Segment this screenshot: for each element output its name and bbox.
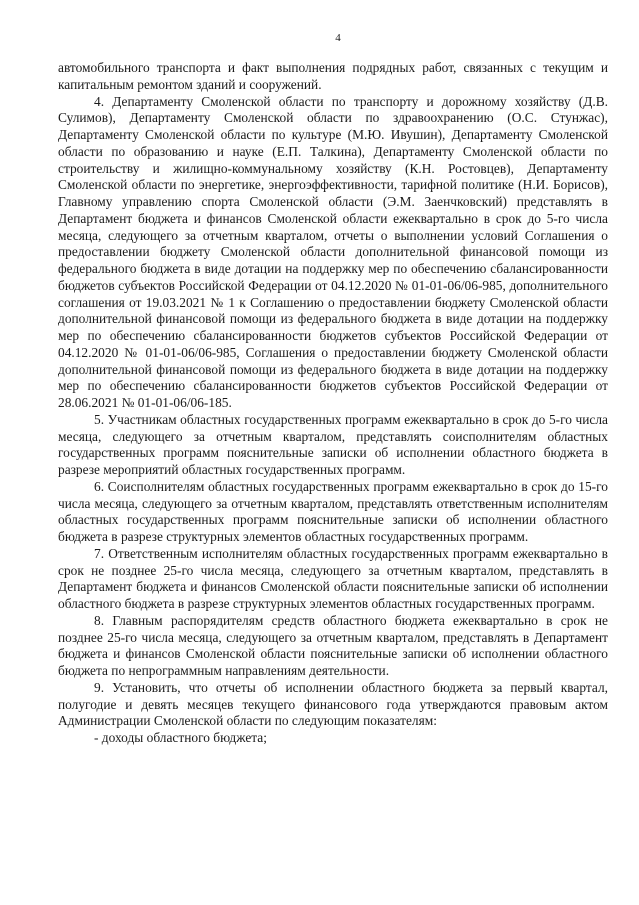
paragraph-item-5: 5. Участникам областных государственных программ ежеквартально в срок до 5-го числа месяца, следующего за отчетным кварталом, представлять соисполнителям областных государственных программ пояснительные записки об исполнении областного бюджета в разрезе мероприятий областных государственных программ. xyxy=(58,411,608,477)
paragraph-item-9: 9. Установить, что отчеты об исполнении областного бюджета за первый квартал, полугодие и девять месяцев текущего финансового года утверждаются правовым актом Администрации Смоленской области по следующим показателям: xyxy=(58,679,608,729)
list-item-revenues: - доходы областного бюджета; xyxy=(94,730,267,745)
paragraph-item-8: 8. Главным распорядителям средств областного бюджета ежеквартально в срок не позднее 25-го числа месяца, следующего за отчетным кварталом, представлять в Департамент бюджета и финансов Смоленской области пояснительные записки об исполнении областного бюджета по непрограммным направлениям деятельности. xyxy=(58,612,608,678)
page-number: 4 xyxy=(335,32,341,44)
document-body xyxy=(58,60,608,747)
paragraph-item-4: 4. Департаменту Смоленской области по транспорту и дорожному хозяйству (Д.В. Сулимов), Департаменту Смоленской области по здравоохранению (О.С. Стунжас), Департаменту Смоленской области по культуре (М.Ю. Ивушин), Департаменту Смоленской области по образованию и науке (Е.П. Талкина), Департаменту Смоленской области по строительству и жилищно-коммунальному хозяйству (К.Н. Ростовцев), Департаменту Смоленской области по энергетике, энергоэффективности, тарифной политике (Н.И. Борисов), Главному управлению спорта Смоленской области (Э.М. Заенчковский) представлять в Департамент бюджета и финансов Смоленской области ежеквартально в срок до 5-го числа месяца, следующего за отчетным кварталом, отчеты о выполнении условий Соглашения о предоставлении бюджету Смоленской области дополнительной финансовой помощи из федерального бюджета в виде дотации на поддержку мер по обеспечению сбалансированности бюджетов субъектов Российской Федерации от 04.12.2020 № 01-01-06/06-985, дополнительного соглашения от 19.03.2021 № 1 к Соглашению о предоставлении бюджету Смоленской области дополнительной финансовой помощи из федерального бюджета в виде дотации на поддержку мер по обеспечению сбалансированности бюджетов субъектов Российской Федерации от 04.12.2020 № 01-01-06/06-985, Соглашения о предоставлении бюджету Смоленской области дополнительной финансовой помощи из федерального бюджета в виде дотации на поддержку мер по обеспечению сбалансированности бюджетов субъектов Российской Федерации от 28.06.2021 № 01-01-06/06-185. xyxy=(58,93,608,410)
paragraph-continuation: автомобильного транспорта и факт выполнения подрядных работ, связанных с текущим и капитальным ремонтом зданий и сооружений. xyxy=(58,60,608,92)
paragraph-item-6: 6. Соисполнителям областных государственных программ ежеквартально в срок до 15-го числа месяца, следующего за отчетным кварталом, представлять ответственным исполнителям областных государственных программ пояснительные записки об исполнении областного бюджета в разрезе структурных элементов областных государственных программ. xyxy=(58,478,608,544)
paragraph-item-7: 7. Ответственным исполнителям областных государственных программ ежеквартально в срок не позднее 25-го числа месяца, следующего за отчетным кварталом, представлять в Департамент бюджета и финансов Смоленской области пояснительные записки об исполнении областного бюджета в разрезе структурных элементов областных государственных программ. xyxy=(58,545,608,611)
